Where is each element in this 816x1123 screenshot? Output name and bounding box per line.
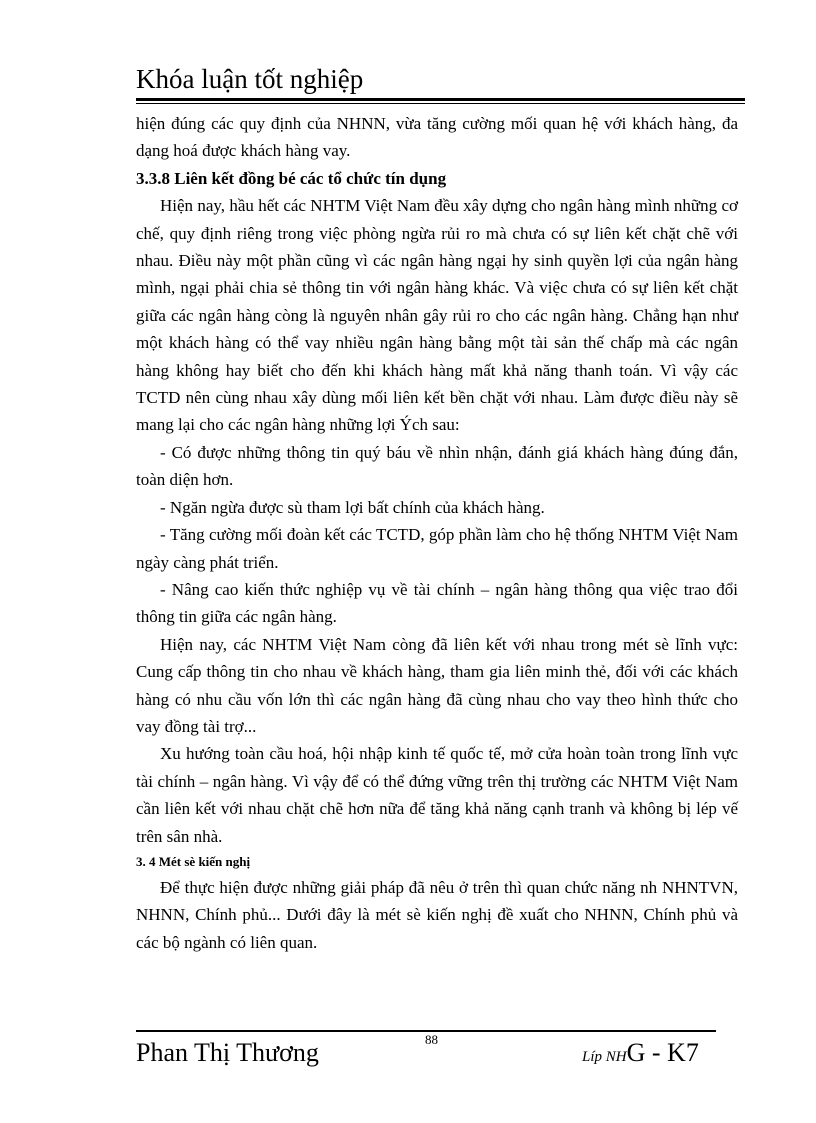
page-number: 88 (425, 1032, 438, 1047)
document-body (136, 110, 738, 956)
footer-class-script: Líp NH (582, 1049, 627, 1065)
header-rule-thin (136, 103, 745, 104)
paragraph: Hiện nay, hầu hết các NHTM Việt Nam đều xây dựng cho ngân hàng mình những cơ chế, quy định riêng trong việc phòng ngừa rủi ro mà chưa có sự liên kết chặt chẽ với nhau. Điều này một phần cũng vì các ngân hàng ngại hy sinh quyền lợi của ngân hàng mình, ngại phải chia sẻ thông tin với ngân hàng khác. Và việc chưa có sự liên kết chặt giữa các ngân hàng còng là nguyên nhân gây rủi ro cho các ngân hàng. Chẳng hạn như một khách hàng có thể vay nhiều ngân hàng bằng một tài sản thế chấp mà các ngân hàng không hay biết cho đến khi khách hàng mất khả năng thanh toán. Vì vậy các TCTD nên cùng nhau xây dùng mối liên kết bền chặt với nhau. Làm được điều này sẽ mang lại cho các ngân hàng những lợi Ých sau: (136, 196, 738, 435)
header-title: Khóa luận tốt nghiệp (136, 64, 364, 94)
footer-class (582, 1036, 699, 1074)
bullet-item: - Ngăn ngừa được sù tham lợi bất chính của khách hàng. (160, 497, 545, 517)
bullet-item: - Tăng cường mối đoàn kết các TCTD, góp phần làm cho hệ thống NHTM Việt Nam ngày càng phát triển. (136, 525, 738, 572)
paragraph: Để thực hiện được những giải pháp đã nêu ở trên thì quan chức năng nh NHNTVN, NHNN, Chính phủ... Dưới đây là mét sè kiến nghị đề xuất cho NHNN, Chính phủ và các bộ ngành có liên quan. (136, 877, 738, 952)
bullet-item: - Có được những thông tin quý báu về nhìn nhận, đánh giá khách hàng đúng đắn, toàn diện hơn. (136, 442, 738, 490)
footer-class-code: G - K7 (626, 1038, 699, 1067)
header-rule-thick (136, 98, 745, 101)
paragraph-continued: hiện đúng các quy định của NHNN, vừa tăng cường mối quan hệ với khách hàng, đa dạng hoá được khách hàng vay. (136, 114, 738, 161)
paragraph: Xu hướng toàn cầu hoá, hội nhập kinh tế quốc tế, mở cửa hoàn toàn trong lĩnh vực tài chính – ngân hàng. Vì vậy để có thể đứng vững trên thị trường các NHTM Việt Nam cần liên kết với nhau chặt chẽ hơn nữa để tăng khả năng cạnh tranh và không bị lép vế trên sân nhà. (136, 744, 738, 846)
footer-author: Phan Thị Thương (136, 1038, 319, 1067)
bullet-item: - Nâng cao kiến thức nghiệp vụ về tài chính – ngân hàng thông qua việc trao đổi thông tin giữa các ngân hàng. (136, 579, 738, 627)
paragraph: Hiện nay, các NHTM Việt Nam còng đã liên kết với nhau trong mét sè lĩnh vực: Cung cấp thông tin cho nhau về khách hàng, tham gia liên minh thẻ, đối với các khách hàng có nhu cầu vốn lớn thì các ngân hàng đã cùng nhau cho vay theo hình thức cho vay đồng tài trợ... (136, 634, 738, 736)
section-heading: 3.3.8 Liên kết đồng bé các tổ chức tín dụng (136, 168, 447, 188)
section-heading: 3. 4 Mét sè kiến nghị (136, 853, 251, 869)
